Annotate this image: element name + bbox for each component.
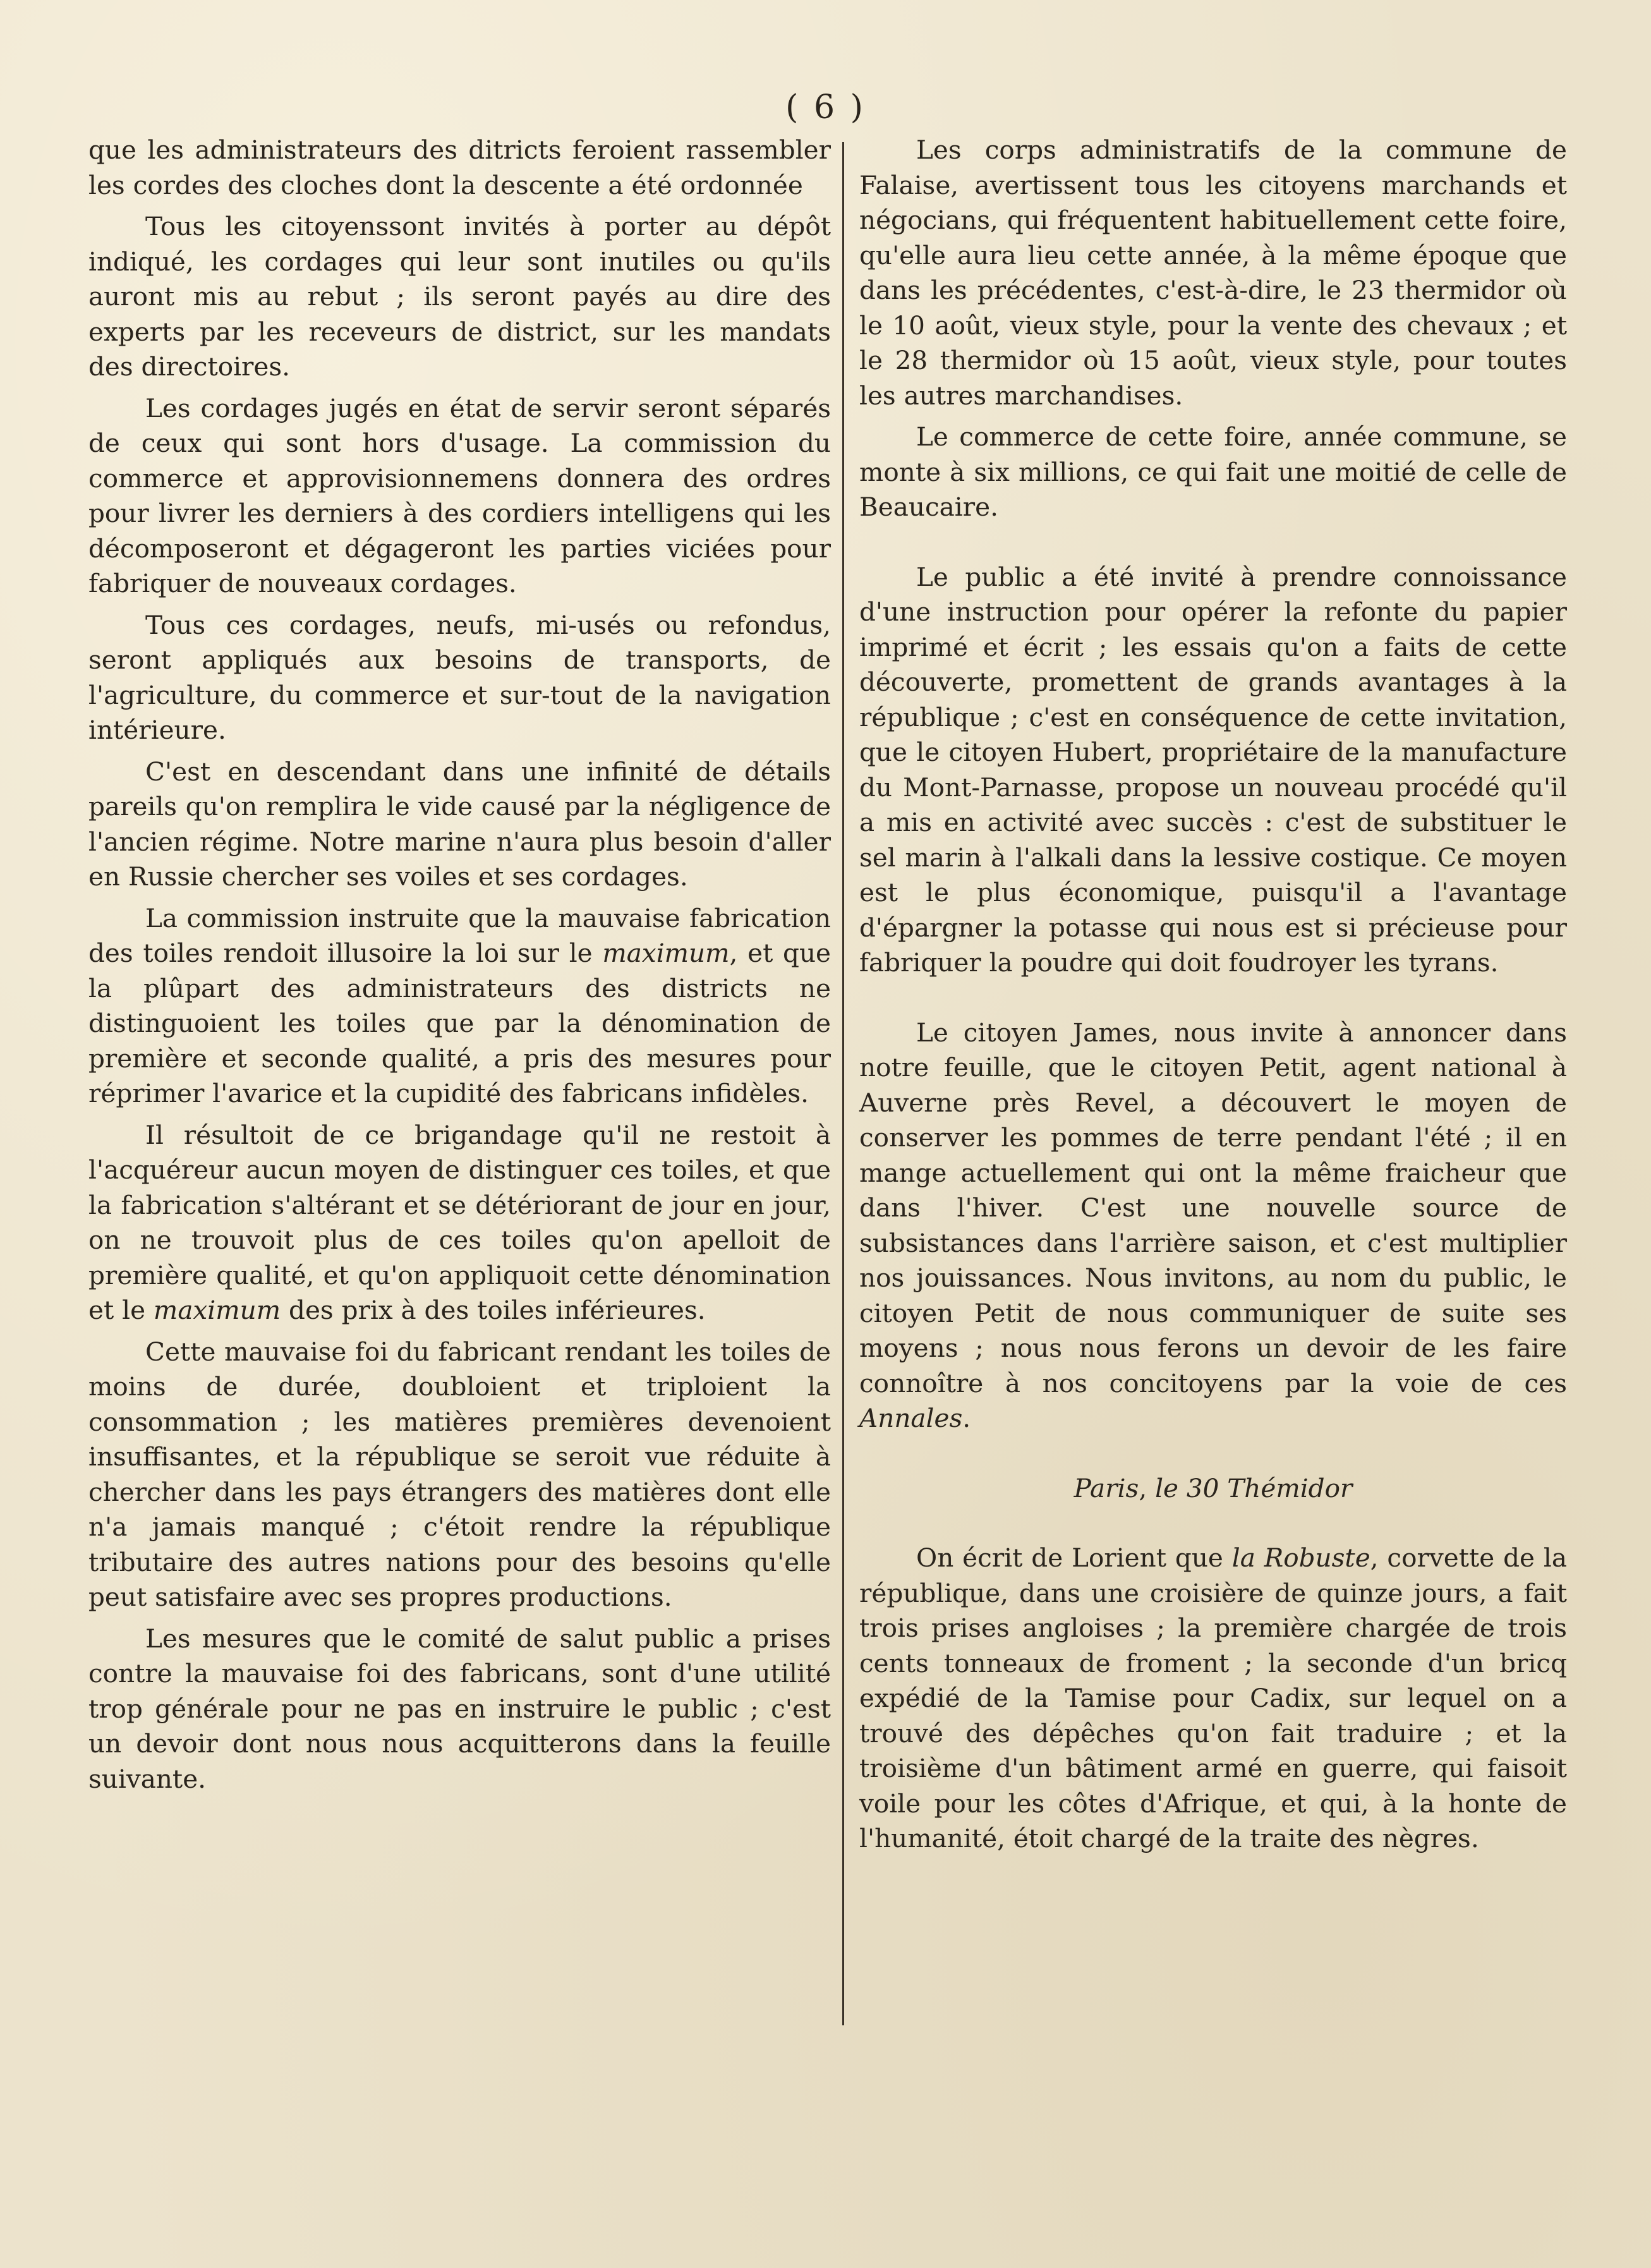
italic-ship-name: la Robuste [1231,1543,1370,1573]
paragraph-cordage-sorting: Les cordages jugés en état de servir seront séparés de ceux qui sont hors d'usage. La commission du commerce et approvisionnemens donnera des ordres pour livrer les derniers à des cordiers intelligens qui les décomposeront et dégageront les parties viciées pour fabriquer de nouveaux cordages. [88,392,831,598]
paragraph-falaise-fair: Les corps administratifs de la commune de Falaise, avertissent tous les citoyens marchands et négocians, qui fréquentent habituellement cette foire, qu'elle aura lieu cette année, à la même époque que dans les précédentes, c'est-à-dire, le 23 thermidor où le 10 août, vieux style, pour la vente des chevaux ; et le 28 thermidor où 15 août, vieux style, pour toutes les autres marchandises. [859,135,1567,411]
column-divider [842,142,844,2025]
paragraph-brigandage [88,1118,831,1328]
italic-annales: Annales [859,1403,963,1433]
paragraph-measures: Les mesures que le comité de salut public a prises contre la mauvaise foi des fabricans, sont d'une utilité trop générale pour ne pas en instruire le public ; c'est un devoir dont nous nous acquitterons dans la feuille suivante. [88,1623,831,1794]
text-segment: . [962,1403,971,1433]
dateline-separator: , [1139,1472,1156,1503]
paragraph-old-regime: C'est en descendant dans une infinité de détails pareils qu'on remplira le vide causé par la négligence de l'ancien régime. Notre marine n'aura plus besoin d'aller en Russie chercher ses voiles et ses cordages. [88,756,831,892]
dateline-date: le 30 Thémidor [1155,1472,1353,1503]
dateline [859,1471,1567,1507]
text-segment: La commission instruite que la mauvaise fabrication des toiles rendoit illusoire la loi sur le [88,902,831,968]
text-segment: Le citoyen James, nous invite à annoncer dans notre feuille, que le citoyen Petit, agent national à Auverne près Revel, a découvert le moyen de conserver les pommes de terre pendant l'été ; il en mange actuellement qui ont la même fraicheur que dans l'hiver. C'est une nouvelle source de subsistances dans l'arrière saison, et c'est multiplier nos jouissances. Nous invitons, au nom du public, le citoyen Petit de nous communiquer de suite ses moyens ; nous nous ferons un devoir de les faire connoître à nos concitoyens par la voie de ces [859,1017,1567,1398]
paragraph-district-bells: que les administrateurs des ditricts feroient rassembler les cordes des cloches dont la descente a été ordonnée [88,135,831,200]
text-segment: On écrit de Lorient que [916,1543,1232,1573]
paragraph-lorient [859,1541,1567,1857]
right-column [859,133,1567,2078]
text-segment: , et que la plûpart des administrateurs des districts ne distinguoient les toiles que par la dénomination de première et seconde qualité, a pris des mesures pour réprimer l'avarice et la cupidité des fabricans infidèles. [88,938,832,1108]
text-segment: , corvette de la république, dans une croisière de quinze jours, a fait trois prises angloises ; la première chargée de trois cents tonneaux de froment ; la seconde d'un bricq expédié de la Tamise pour Cadix, sur lequel on a trouvé des dépêches qu'on fait traduire ; et la troisième d'un bâtiment armé en guerre, qui faisoit voile pour les côtes d'Afrique, et qui, à la honte de l'humanité, étoit chargé de la traite des nègres. [859,1543,1567,1853]
paragraph-cordage-uses: Tous ces cordages, neufs, mi-usés ou refondus, seront appliqués aux besoins de transports, de l'agriculture, du commerce et sur-tout de la navigation intérieure. [88,609,831,745]
text-segment: Il résultoit de ce brigandage qu'il ne restoit à l'acquéreur aucun moyen de distinguer ces toiles, et que la fabrication s'altérant et se détériorant de jour en jour, on ne trouvoit plus de ces toiles qu'on apelloit de première qualité, et qu'on appliquoit cette dénomination et le [88,1119,831,1325]
paragraph-paper-recasting: Le public a été invité à prendre connoissance d'une instruction pour opérer la refonte du papier imprimé et écrit ; les essais qu'on a faits de cette découverte, promettent de grands avantages à la république ; c'est en conséquence de cette invitation, que le citoyen Hubert, propriétaire de la manufacture du Mont-Parnasse, propose un nouveau procédé qu'il a mis en activité avec succès : c'est de substituer le sel marin à l'alkali dans la lessive costique. Ce moyen est le plus économique, puisqu'il a l'avantage d'épargner la potasse qui nous est si précieuse pour fabriquer la poudre qui doit foudroyer les tyrans. [859,561,1567,978]
paragraph-commission-cloth [88,901,831,1112]
paragraph-citizens-deposit: Tous les citoyenssont invités à porter au dépôt indiqué, les cordages qui leur sont inutiles ou qu'ils auront mis au rebut ; ils seront payés au dire des experts par les receveurs de district, sur les mandats des directoires. [88,211,831,382]
page-number: ( 6 ) [785,88,866,126]
dateline-place: Paris [1073,1472,1139,1503]
italic-maximum: maximum [602,938,730,968]
paragraph-bad-faith: Cette mauvaise foi du fabricant rendant les toiles de moins de durée, doubloient et triploient la consommation ; les matières premières devenoient insuffisantes, et la république se seroit vue réduite à chercher dans les pays étrangers des matières dont elle n'a jamais manqué ; c'étoit rendre la république tributaire des autres nations pour des besoins qu'elle peut satisfaire avec ses propres productions. [88,1336,831,1612]
paragraph-potatoes [859,1016,1567,1436]
left-column [88,133,831,2078]
italic-maximum: maximum [153,1295,281,1325]
text-segment: des prix à des toiles inférieures. [281,1295,706,1325]
paragraph-fair-commerce: Le commerce de cette foire, année commune, se monte à six millions, ce qui fait une moitié de celle de Beaucaire. [859,421,1567,522]
